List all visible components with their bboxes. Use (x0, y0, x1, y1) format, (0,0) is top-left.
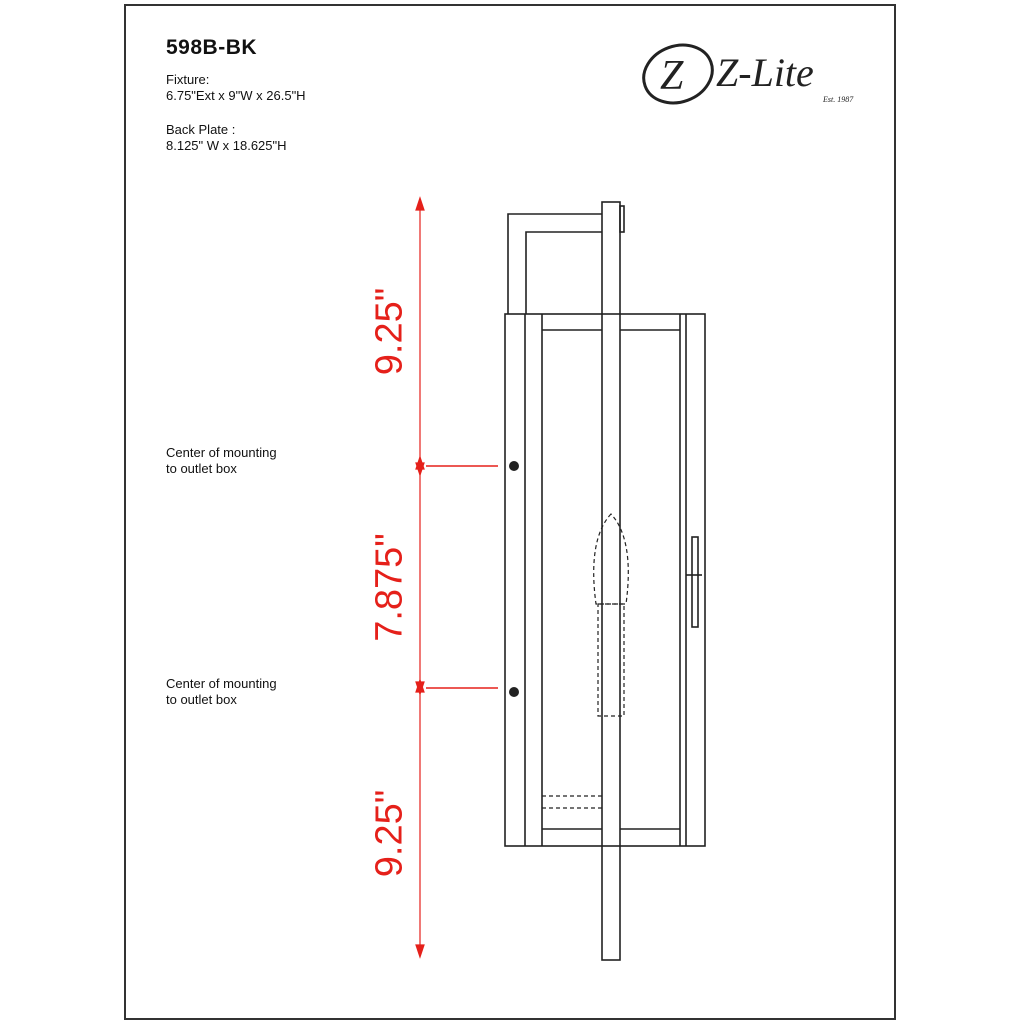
fixture-outline (505, 202, 705, 960)
mounting-note-upper-line-1: Center of mounting (166, 445, 277, 460)
back-plate-value: 8.125" W x 18.625"H (166, 138, 287, 153)
mounting-hole-lower (509, 687, 519, 697)
mounting-note-upper-line-2: to outlet box (166, 461, 237, 476)
mounting-hole-upper (509, 461, 519, 471)
dimension-middle: 7.875" (368, 533, 411, 642)
dimension-top: 9.25" (368, 287, 411, 376)
logo-monogram: Z (660, 53, 684, 99)
fixture-label: Fixture: (166, 72, 210, 87)
mounting-note-lower-line-1: Center of mounting (166, 676, 277, 691)
back-plate-label: Back Plate : (166, 122, 236, 137)
mounting-note-lower-line-2: to outlet box (166, 692, 237, 707)
fixture-value: 6.75"Ext x 9"W x 26.5"H (166, 88, 306, 103)
hidden-lines (542, 514, 628, 808)
brand-name: Z-Lite (716, 50, 814, 95)
brand-established: Est. 1987 (823, 95, 854, 104)
dimension-lines (416, 198, 498, 957)
model-number: 598B-BK (166, 36, 258, 59)
dimension-bottom: 9.25" (368, 789, 411, 878)
